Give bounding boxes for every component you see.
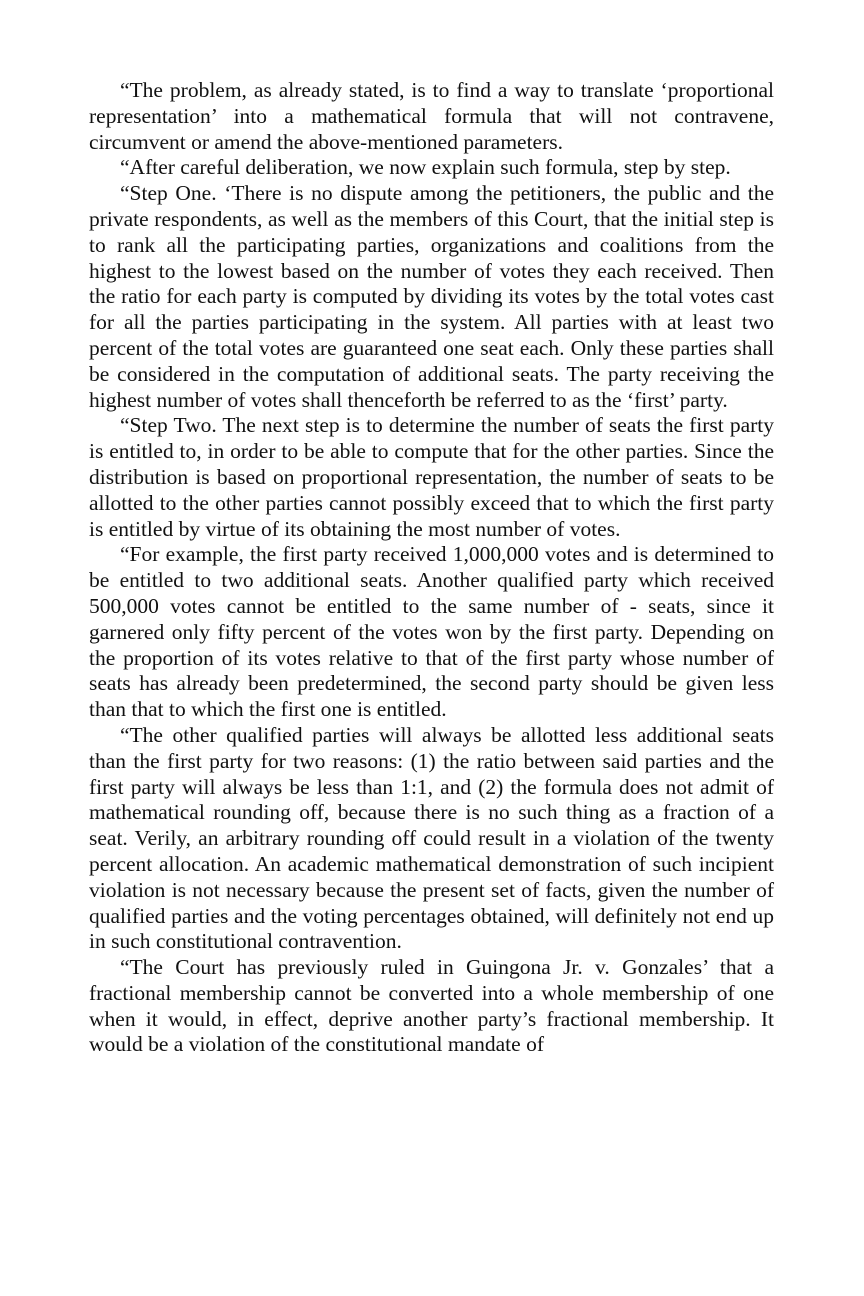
paragraph-guingona-ruling: “The Court has previously ruled in Guingona Jr. v. Gonzales’ that a fractional membership cannot be converted into a whole membership of one when it would, in effect, deprive another party’s fractional membership. It would be a violation of the constitutional mandate of <box>89 955 774 1057</box>
paragraph-problem-statement: “The problem, as already stated, is to find a way to translate ‘proportional representation’ into a mathematical formula that will not contravene, circumvent or amend the above-mentioned parameters. <box>89 78 774 154</box>
paragraph-deliberation: “After careful deliberation, we now explain such formula, step by step. <box>120 155 731 180</box>
document-body <box>89 78 774 1058</box>
paragraph-step-two: “Step Two. The next step is to determine the number of seats the first party is entitled to, in order to be able to compute that for the other parties. Since the distribution is based on proportional representation, the number of seats to be allotted to the other parties cannot possibly exceed that to which the first party is entitled by virtue of its obtaining the most number of votes. <box>89 413 774 541</box>
paragraph-example: “For example, the first party received 1,000,000 votes and is determined to be entitled to two additional seats. Another qualified party which received 500,000 votes cannot be entitled to the same number of - seats, since it garnered only fifty percent of the votes won by the first party. Depending on the proportion of its votes relative to that of the first party whose number of seats has already been predetermined, the second party should be given less than that to which the first one is entitled. <box>89 542 774 722</box>
paragraph-other-parties: “The other qualified parties will always be allotted less additional seats than the first party for two reasons: (1) the ratio between said parties and the first party will always be less than 1:1, and (2) the formula does not admit of mathematical rounding off, because there is no such thing as a fraction of a seat. Verily, an arbitrary rounding off could result in a violation of the twenty percent allocation. An academic mathematical demonstration of such incipient violation is not necessary because the present set of facts, given the number of qualified parties and the voting percentages obtained, will definitely not end up in such constitutional contravention. <box>89 722 774 954</box>
paragraph-step-one: “Step One. ‘There is no dispute among the petitioners, the public and the private respondents, as well as the members of this Court, that the initial step is to rank all the participating parties, organizations and coalitions from the highest to the lowest based on the number of votes they each received. Then the ratio for each party is computed by dividing its votes by the total votes cast for all the parties participating in the system. All parties with at least two percent of the total votes are guaranteed one seat each. Only these parties shall be considered in the computation of additional seats. The party receiving the highest number of votes shall thenceforth be referred to as the ‘first’ party. <box>89 181 774 412</box>
